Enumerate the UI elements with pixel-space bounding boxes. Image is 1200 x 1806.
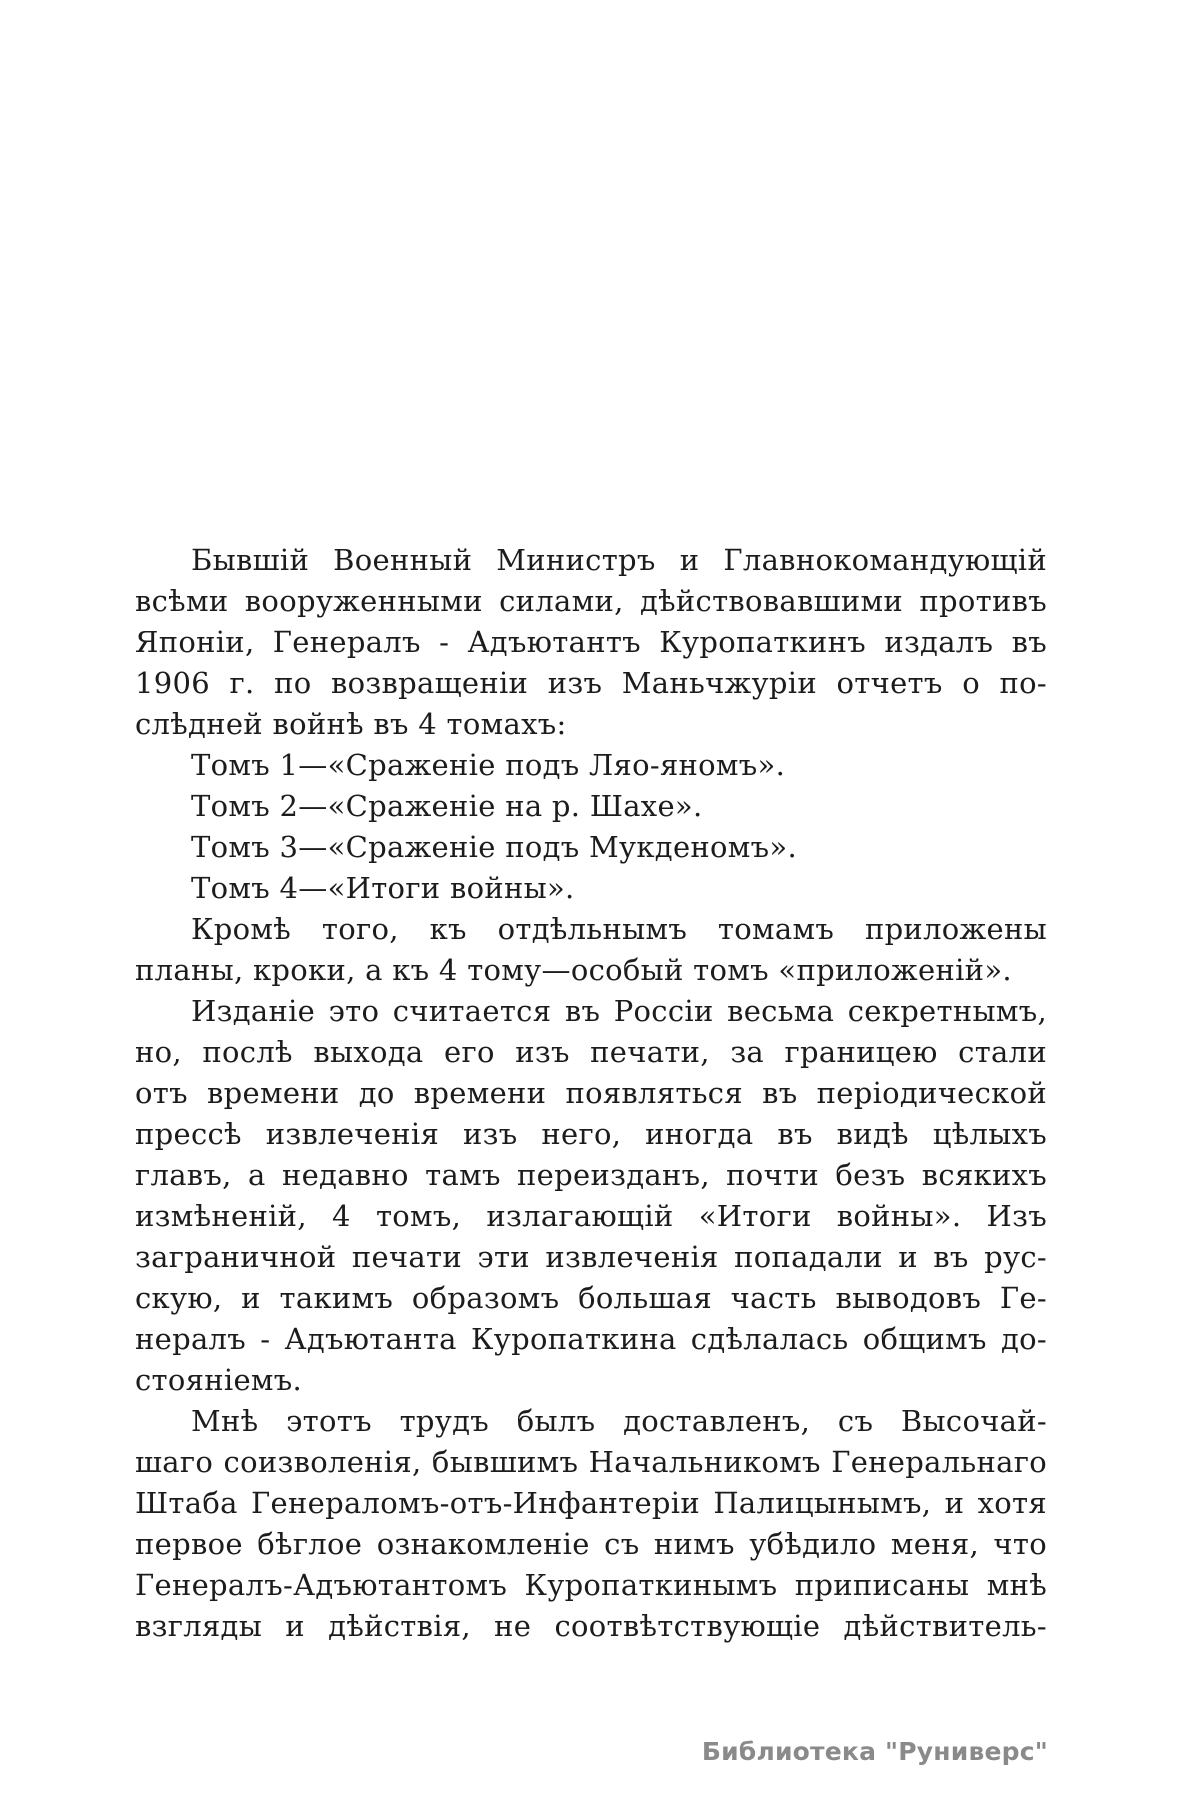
text-line: отъ времени до времени появляться въ періодической xyxy=(135,1076,1047,1110)
list-item-volume-4: Томъ 4—«Итоги войны». xyxy=(191,871,575,905)
paragraph-secrecy xyxy=(135,991,1047,1401)
text-line: прессѣ извлеченія изъ него, иногда въ видѣ цѣлыхъ xyxy=(135,1117,1047,1151)
list-item-volume-2: Томъ 2—«Сраженіе на р. Шахе». xyxy=(191,789,703,823)
paragraph-delivery xyxy=(135,1401,1047,1647)
text-line: Японіи, Генералъ - Адъютантъ Куропаткинъ издалъ въ xyxy=(135,625,1047,659)
text-line: слѣдней войнѣ въ 4 томахъ: xyxy=(135,707,567,741)
text-line: Генералъ-Адъютантомъ Куропаткинымъ приписаны мнѣ xyxy=(135,1568,1047,1602)
text-line: шаго соизволенія, бывшимъ Начальникомъ Генеральнаго xyxy=(135,1445,1047,1479)
text-line: Мнѣ этотъ трудъ былъ доставленъ, съ Высочай- xyxy=(191,1404,1047,1438)
text-line: скую, и такимъ образомъ большая часть выводовъ Ге- xyxy=(135,1281,1047,1315)
text-line: Штаба Генераломъ-отъ-Инфантеріи Палицынымъ, и хотя xyxy=(135,1486,1047,1520)
text-line: Кромѣ того, къ отдѣльнымъ томамъ приложены xyxy=(191,912,1047,946)
volume-list xyxy=(135,745,1047,909)
list-item-volume-1: Томъ 1—«Сраженіе подъ Ляо-яномъ». xyxy=(191,748,786,782)
text-line: но, послѣ выхода его изъ печати, за границею стали xyxy=(135,1035,1047,1069)
text-line: первое бѣглое ознакомленіе съ нимъ убѣдило меня, что xyxy=(135,1527,1047,1561)
paragraph-intro xyxy=(135,540,1047,745)
text-line: всѣми вооруженными силами, дѣйствовавшими противъ xyxy=(135,584,1047,618)
text-line: стояніемъ. xyxy=(135,1363,303,1397)
body-text xyxy=(135,540,1047,1647)
text-line: 1906 г. по возвращеніи изъ Маньчжуріи отчетъ о по- xyxy=(135,666,1047,700)
text-line: заграничной печати эти извлеченія попадали и въ рус- xyxy=(135,1240,1047,1274)
text-line: взгляды и дѣйствія, не соотвѣтствующіе дѣйствитель- xyxy=(135,1609,1047,1643)
text-line: главъ, а недавно тамъ переизданъ, почти безъ всякихъ xyxy=(135,1158,1047,1192)
text-line: Изданіе это считается въ Россіи весьма секретнымъ, xyxy=(191,994,1047,1028)
text-line: измѣненій, 4 томъ, излагающій «Итоги войны». Изъ xyxy=(135,1199,1047,1233)
paragraph-appendices xyxy=(135,909,1047,991)
library-watermark: Библиотека "Руниверс" xyxy=(701,1737,1048,1766)
text-line: Бывшій Военный Министръ и Главнокомандующій xyxy=(191,543,1047,577)
list-item-volume-3: Томъ 3—«Сраженіе подъ Мукденомъ». xyxy=(191,830,797,864)
text-line: планы, кроки, а къ 4 тому—особый томъ «приложеній». xyxy=(135,953,1012,987)
text-line: нералъ - Адъютанта Куропаткина сдѣлалась общимъ до- xyxy=(135,1322,1047,1356)
